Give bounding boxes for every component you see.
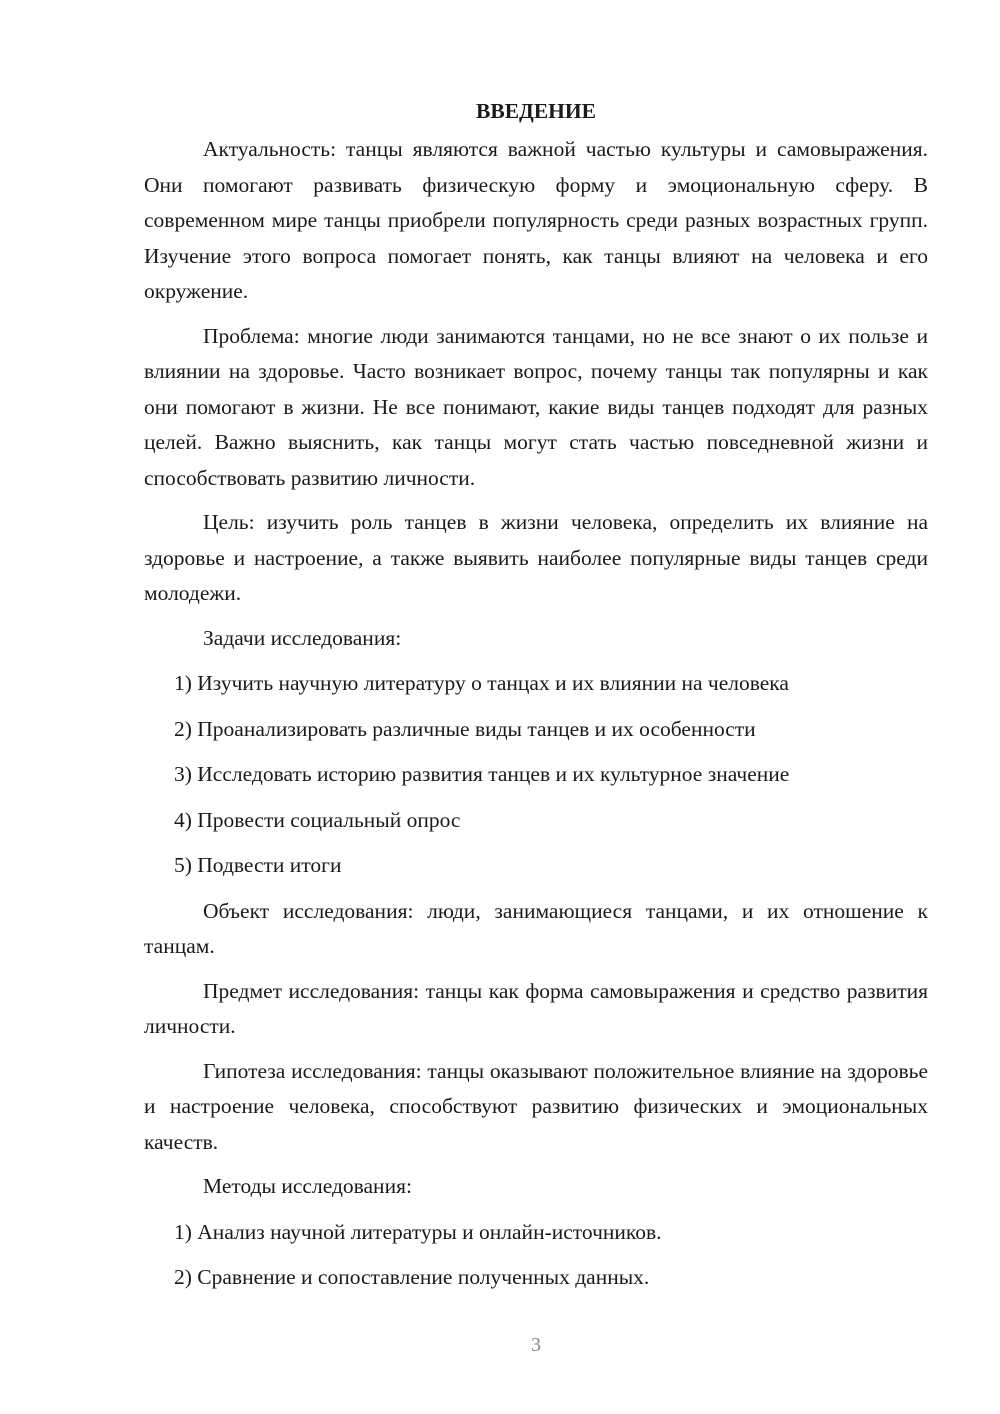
problem-paragraph: Проблема: многие люди занимаются танцами, но не все знают о их пользе и влиянии на здоровье. Часто возникает вопрос, почему танцы так популярны и как они помогают в жизни. Не все понимают, какие виды танцев подходят для разных целей. Важно выяснить, как танцы могут стать частью повседневной жизни и способствовать развитию личности. xyxy=(144,323,928,490)
task-item-3: 3) Исследовать историю развития танцев и их культурное значение xyxy=(174,762,790,786)
goal-paragraph: Цель: изучить роль танцев в жизни человека, определить их влияние на здоровье и настроение, а также выявить наиболее популярные виды танцев среди молодежи. xyxy=(144,510,928,605)
method-item-2: 2) Сравнение и сопоставление полученных данных. xyxy=(174,1265,650,1289)
page-content xyxy=(144,93,928,1296)
page-number: 3 xyxy=(531,1334,541,1356)
subject-paragraph: Предмет исследования: танцы как форма самовыражения и средство развития личности. xyxy=(144,978,928,1038)
relevance-paragraph: Актуальность: танцы являются важной частью культуры и самовыражения. Они помогают развивать физическую форму и эмоциональную сферу. В современном мире танцы приобрели популярность среди разных возрастных групп. Изучение этого вопроса помогает понять, как танцы влияют на человека и его окружение. xyxy=(144,137,928,303)
methods-heading: Методы исследования: xyxy=(203,1174,412,1198)
object-paragraph: Объект исследования: люди, занимающиеся танцами, и их отношение к танцам. xyxy=(144,898,928,958)
section-title: ВВЕДЕНИЕ xyxy=(476,99,596,123)
task-item-1: 1) Изучить научную литературу о танцах и их влиянии на человека xyxy=(174,671,789,695)
hypothesis-paragraph: Гипотеза исследования: танцы оказывают положительное влияние на здоровье и настроение человека, способствуют развитию физических и эмоциональных качеств. xyxy=(144,1058,928,1154)
tasks-heading: Задачи исследования: xyxy=(203,625,402,650)
method-item-1: 1) Анализ научной литературы и онлайн-источников. xyxy=(174,1219,662,1244)
task-item-5: 5) Подвести итоги xyxy=(174,853,342,877)
task-item-2: 2) Проанализировать различные виды танцев и их особенности xyxy=(174,716,756,741)
task-item-4: 4) Провести социальный опрос xyxy=(174,807,461,832)
